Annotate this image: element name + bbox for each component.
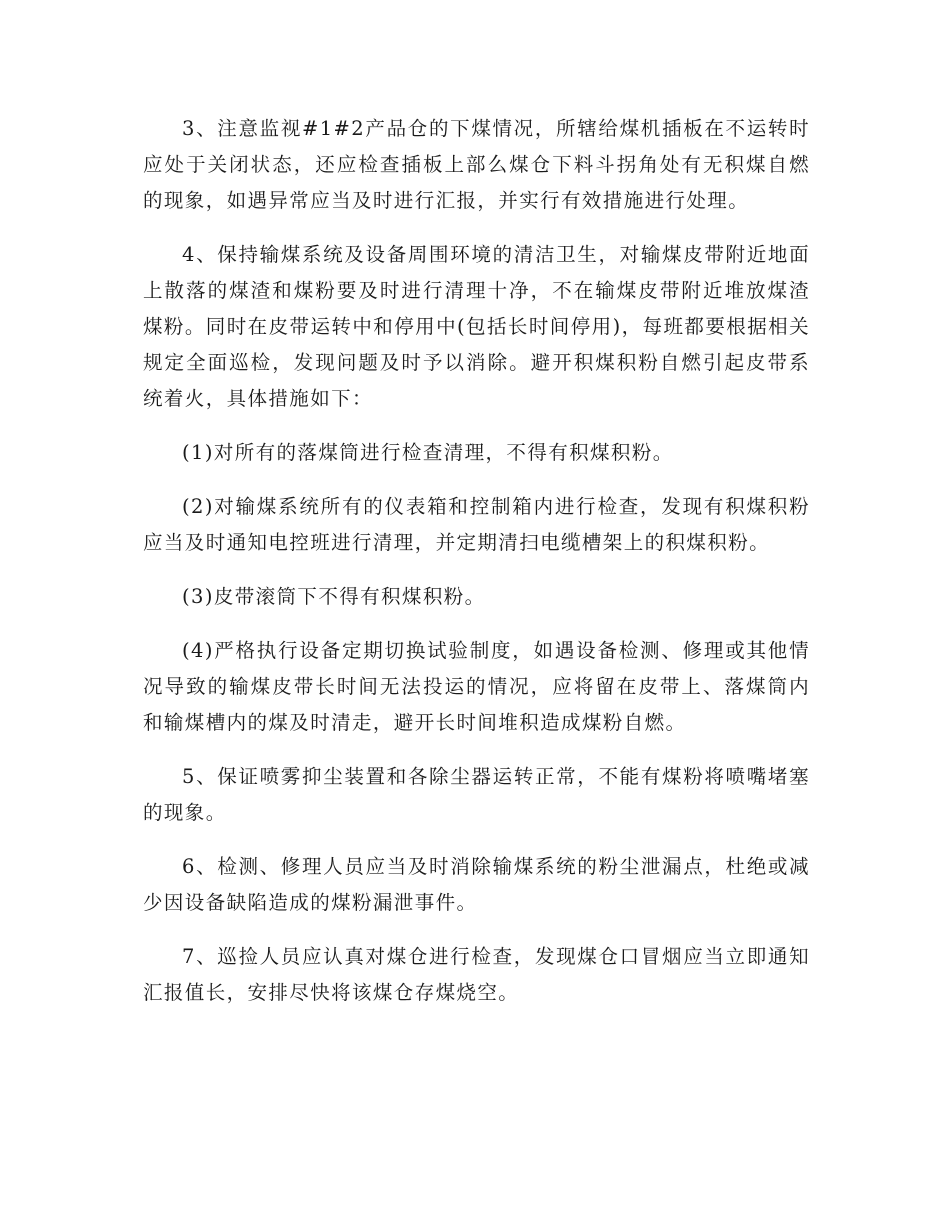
paragraph-item-3: 3、注意监视#1#2产品仓的下煤情况，所辖给煤机插板在不运转时应处于关闭状态，还应检查插板上部么煤仓下料斗拐角处有无积煤自燃的现象，如遇异常应当及时进行汇报，并实行有效措施进行处理。: [143, 117, 810, 212]
paragraph-item-4: 4、保持输煤系统及设备周围环境的清洁卫生，对输煤皮带附近地面上散落的煤渣和煤粉要及时进行清理十净，不在输煤皮带附近堆放煤渣煤粉。同时在皮带运转中和停用中(包括长时间停用)，每班都要根据相关规定全面巡检，发现问题及时予以消除。避开积煤积粉自燃引起皮带系统着火，具体措施如下：: [143, 243, 810, 410]
paragraph-subitem-3: (3)皮带滚筒下不得有积煤积粉。: [182, 585, 486, 608]
paragraph-item-7: 7、巡捡人员应认真对煤仓进行检查，发现煤仓口冒烟应当立即通知汇报值长，安排尽快将该煤仓存煤烧空。: [143, 945, 810, 1004]
paragraph-subitem-1: (1)对所有的落煤筒进行检查清理，不得有积煤积粉。: [182, 441, 674, 464]
paragraph-subitem-2: (2)对输煤系统所有的仪表箱和控制箱内进行检查，发现有积煤积粉应当及时通知电控班进行清理，并定期清扫电缆槽架上的积煤积粉。: [143, 495, 810, 554]
paragraph-item-5: 5、保证喷雾抑尘装置和各除尘器运转正常，不能有煤粉将喷嘴堵塞的现象。: [143, 765, 810, 824]
paragraph-subitem-4: (4)严格执行设备定期切换试验制度，如遇设备检测、修理或其他情况导致的输煤皮带长时间无法投运的情况，应将留在皮带上、落煤筒内和输煤槽内的煤及时清走，避开长时间堆积造成煤粉自燃。: [143, 639, 810, 734]
paragraph-item-6: 6、检测、修理人员应当及时消除输煤系统的粉尘泄漏点，杜绝或减少因设备缺陷造成的煤粉漏泄事件。: [143, 855, 810, 914]
